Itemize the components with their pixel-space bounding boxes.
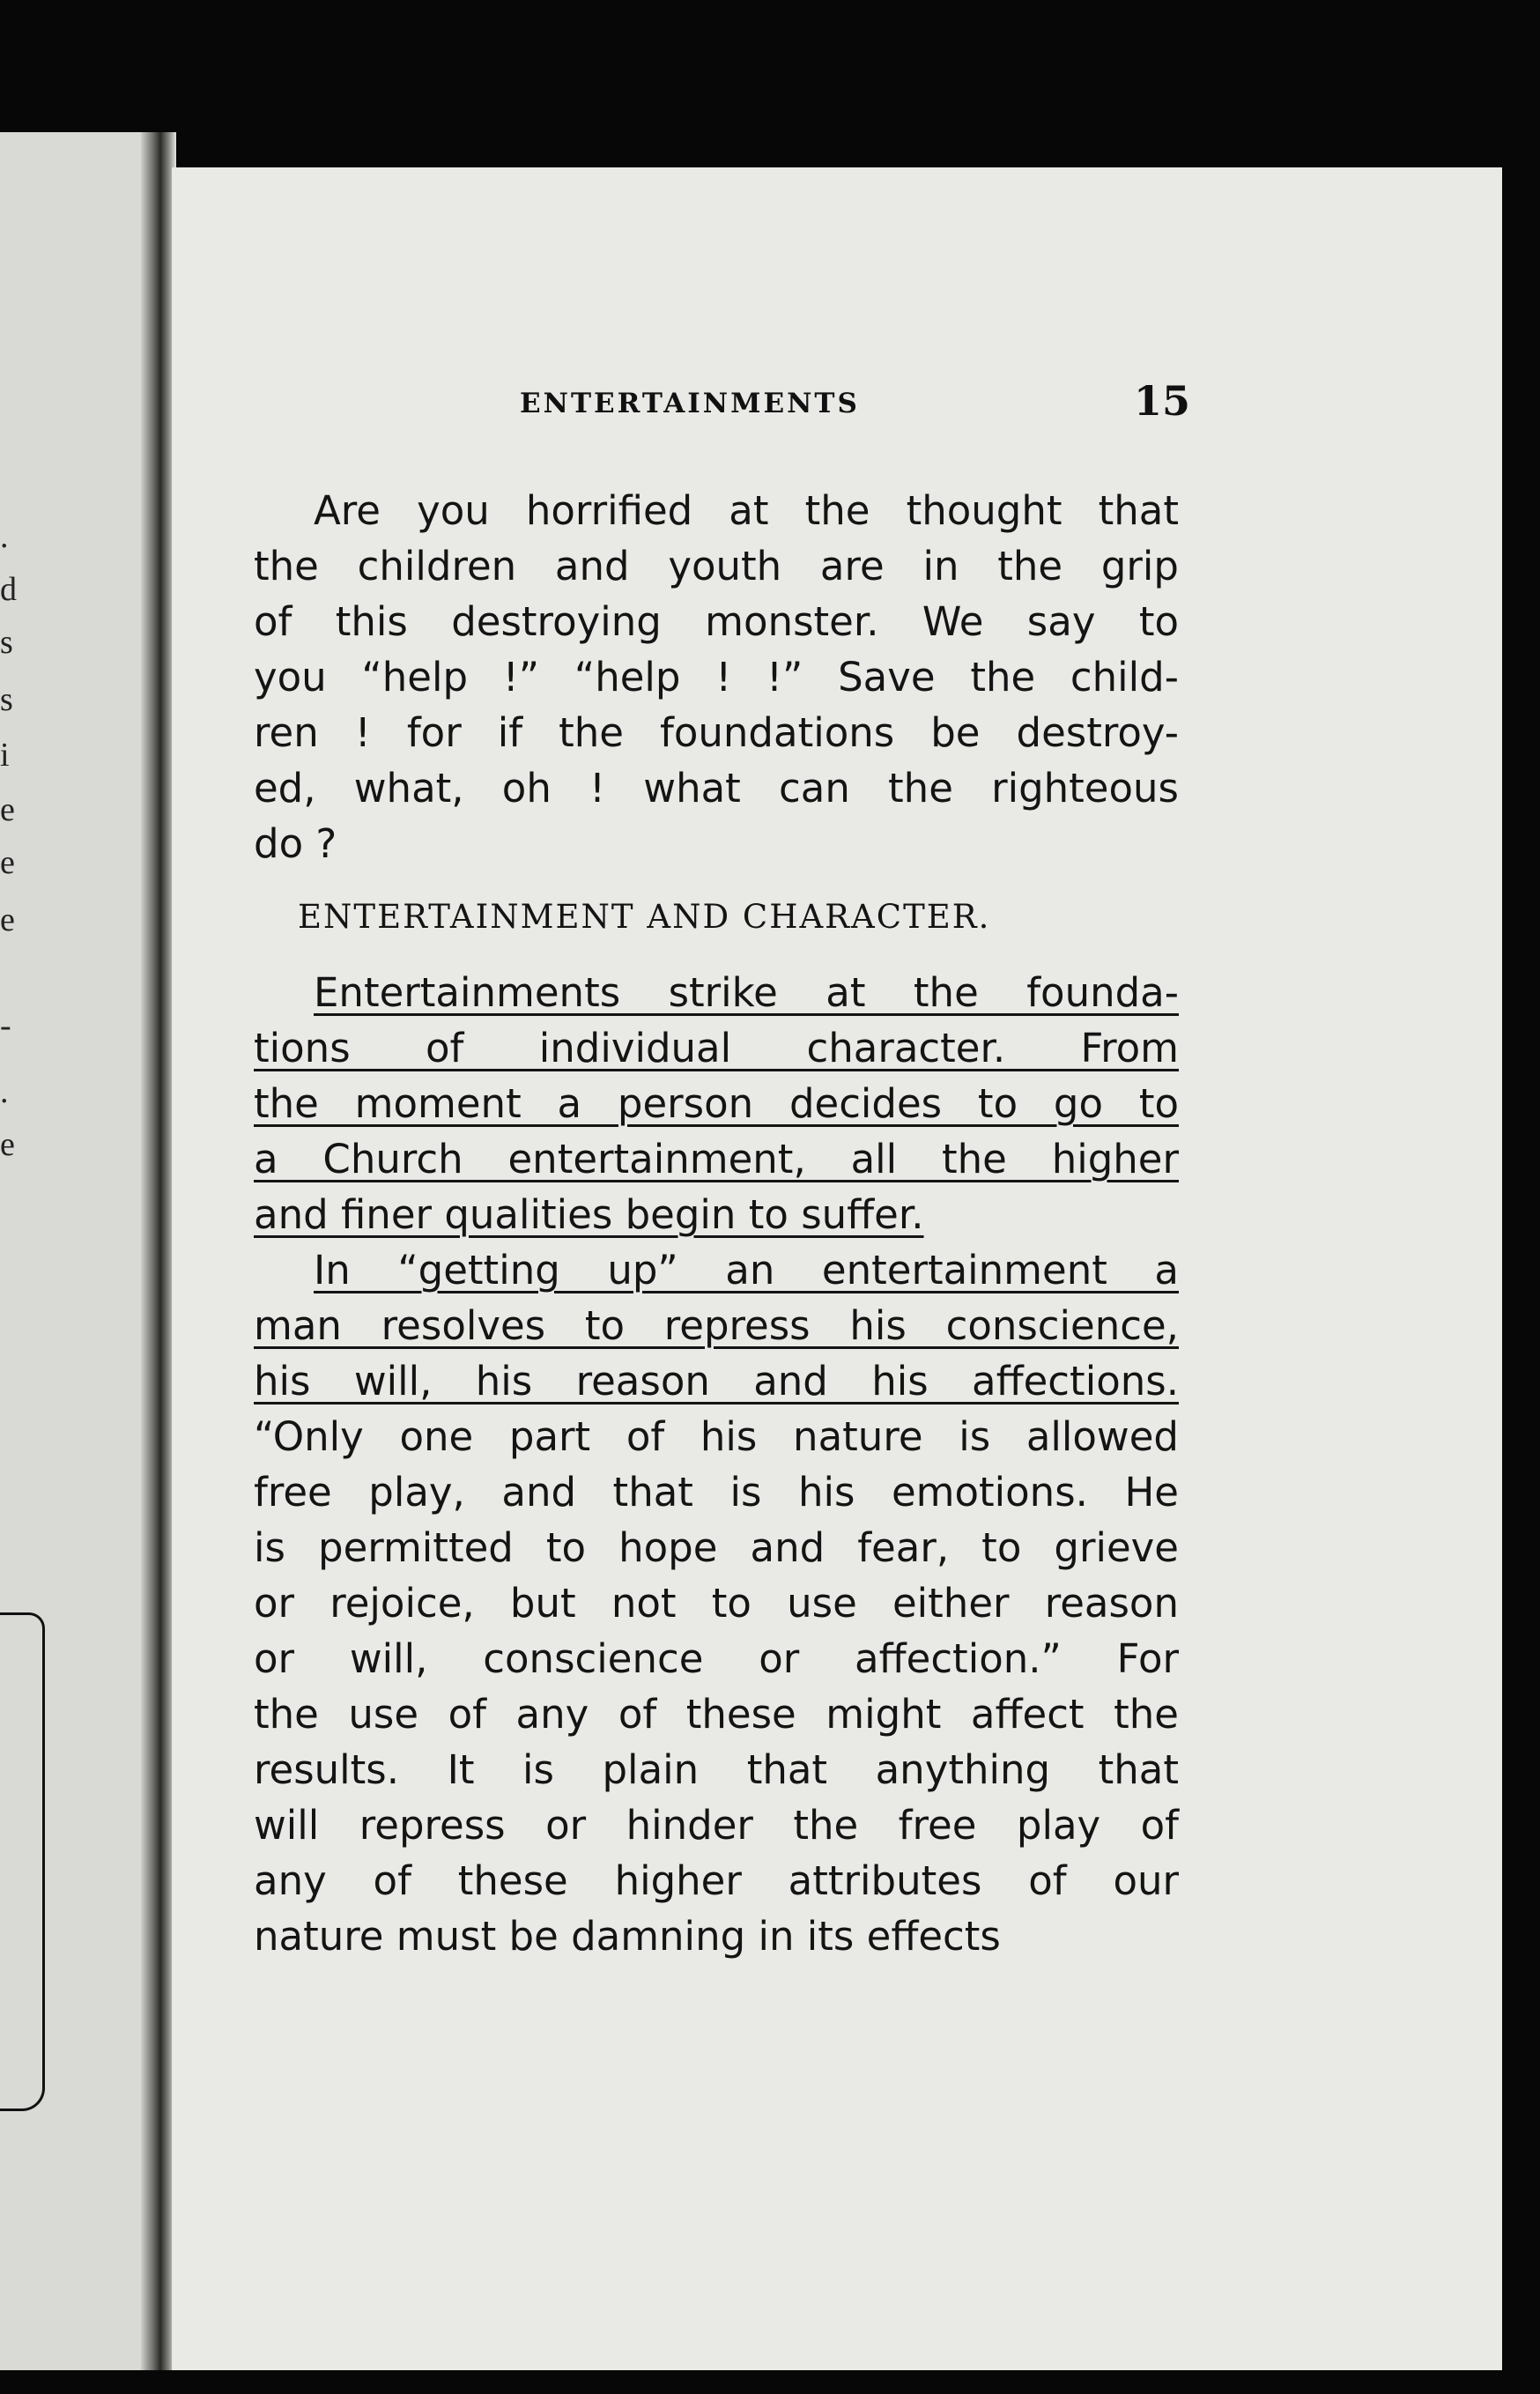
text-line: you “help !” “help ! !” Save the child- — [254, 654, 1179, 700]
text-line: and finer qualities begin to suffer. — [254, 1191, 924, 1238]
text-line: ren ! for if the foundations be destroy- — [254, 709, 1179, 756]
facing-page-glyph: . — [0, 518, 9, 555]
text-line: Are you horrified at the thought that — [314, 487, 1179, 534]
text-line: will repress or hinder the free play of — [254, 1802, 1179, 1849]
text-line: or rejoice, but not to use either reason — [254, 1580, 1179, 1627]
facing-page-glyph: . — [0, 1073, 9, 1110]
facing-page-glyph: i — [0, 737, 10, 774]
text-line: or will, conscience or affection.” For — [254, 1635, 1179, 1682]
text-line: man resolves to repress his conscience, — [254, 1302, 1179, 1349]
text-line: In “getting up” an entertainment a — [314, 1247, 1179, 1293]
text-line: any of these higher attributes of our — [254, 1857, 1179, 1904]
text-line: the use of any of these might affect the — [254, 1691, 1179, 1738]
text-line: do ? — [254, 820, 337, 867]
text-line: is permitted to hope and fear, to grieve — [254, 1524, 1179, 1571]
paragraph — [254, 965, 1179, 1242]
facing-page-glyph: e — [0, 901, 15, 938]
facing-page-fragment — [0, 132, 157, 2370]
facing-page-glyph: s — [0, 681, 13, 718]
facing-page-glyph: d — [0, 571, 17, 608]
text-line: the children and youth are in the grip — [254, 543, 1179, 589]
facing-page-glyph: - — [0, 1007, 11, 1044]
book-gutter — [141, 132, 176, 2370]
text-line: nature must be damning in its effects — [254, 1913, 1001, 1960]
text-line: ed, what, oh ! what can the righteous — [254, 765, 1179, 812]
facing-page-glyph: e — [0, 1126, 15, 1163]
text-line: “Only one part of his nature is allowed — [254, 1413, 1179, 1460]
running-head: ENTERTAINMENTS — [520, 388, 860, 419]
facing-page-glyph: e — [0, 791, 15, 828]
paragraph — [254, 1242, 1179, 1964]
text-line: free play, and that is his emotions. He — [254, 1469, 1179, 1516]
text-line: results. It is plain that anything that — [254, 1746, 1179, 1793]
page-number: 15 — [1134, 377, 1191, 425]
text-line: the moment a person decides to go to — [254, 1080, 1179, 1127]
text-line: of this destroying monster. We say to — [254, 598, 1179, 645]
text-line: tions of individual character. From — [254, 1025, 1179, 1071]
facing-page-glyph: e — [0, 844, 15, 881]
facing-page-bracket — [0, 1612, 45, 2111]
body-text — [254, 483, 1179, 1964]
text-line: Entertainments strike at the founda- — [314, 969, 1179, 1016]
text-line: a Church entertainment, all the higher — [254, 1136, 1179, 1182]
section-heading: ENTERTAINMENT AND CHARACTER. — [298, 898, 991, 936]
paragraph — [254, 483, 1179, 871]
text-line: his will, his reason and his affections. — [254, 1358, 1179, 1405]
facing-page-glyph: s — [0, 624, 13, 661]
